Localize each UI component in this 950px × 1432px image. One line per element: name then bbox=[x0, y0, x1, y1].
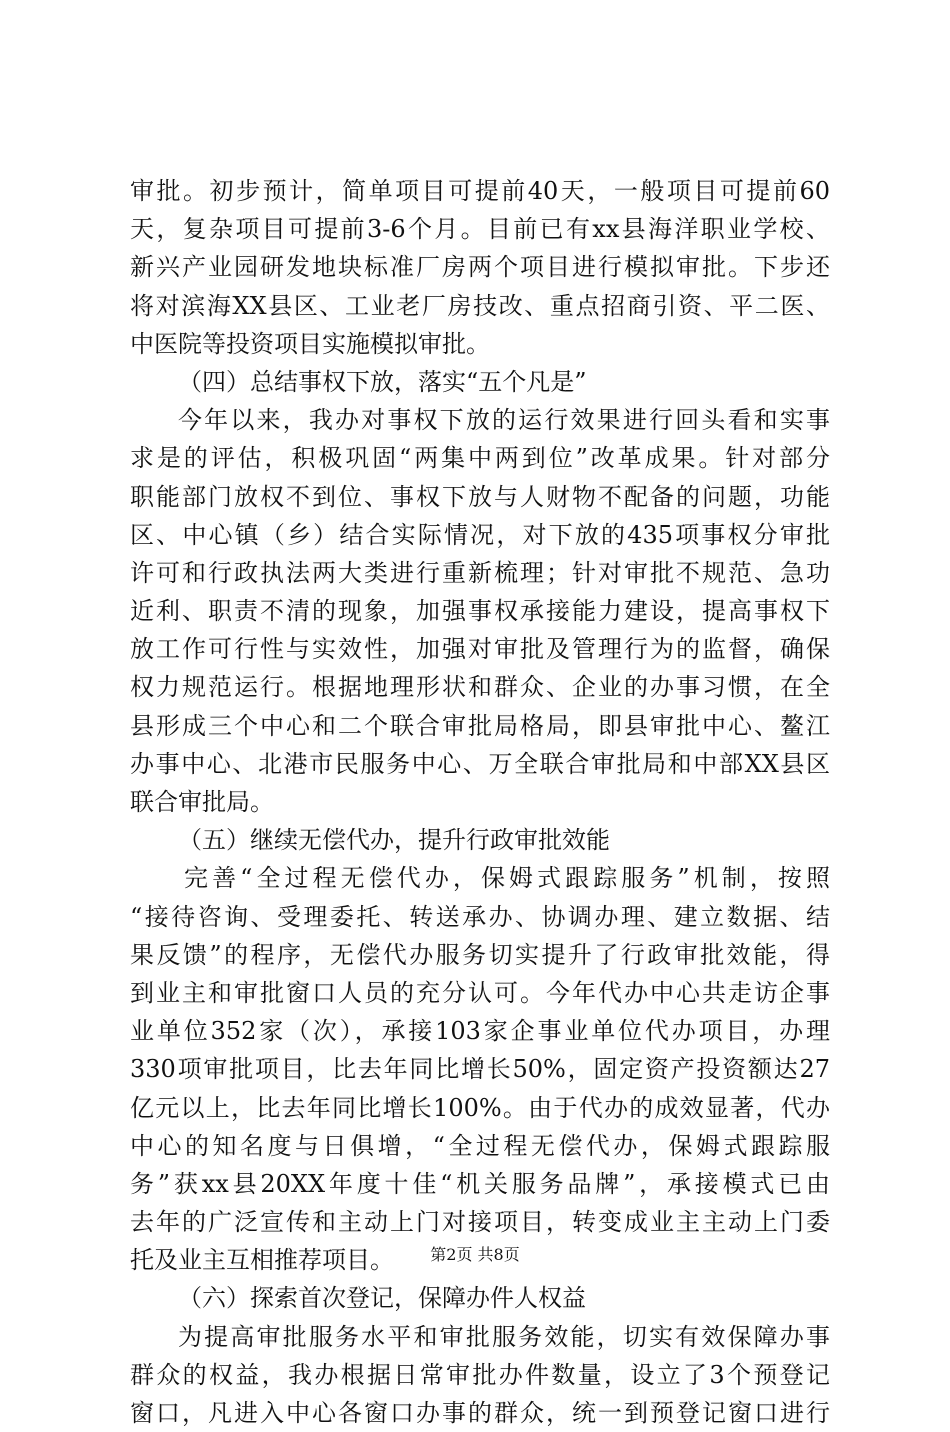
text-line: 亿元以上，比去年同比增长100%。由于代办的成效显著，代办 bbox=[130, 1093, 830, 1122]
text-line: 联合审批局。 bbox=[130, 788, 274, 816]
text-line: 完善“全过程无偿代办，保姆式跟踪服务”机制，按照 bbox=[184, 864, 830, 893]
text-line: 区、中心镇（乡）结合实际情况，对下放的435项事权分审批 bbox=[130, 520, 830, 549]
text-line: （六）探索首次登记，保障办件人权益 bbox=[178, 1284, 586, 1313]
text-line: 为提高审批服务水平和审批服务效能，切实有效保障办事 bbox=[178, 1322, 830, 1351]
text-line: 天，复杂项目可提前3-6个月。目前已有xx县海洋职业学校、 bbox=[130, 215, 830, 244]
text-line: 放工作可行性与实效性，加强对审批及管理行为的监督，确保 bbox=[130, 635, 830, 664]
text-line: 审批。初步预计，简单项目可提前40天，一般项目可提前60 bbox=[130, 177, 830, 205]
text-line: 窗口，凡进入中心各窗口办事的群众，统一到预登记窗口进行 bbox=[130, 1399, 830, 1427]
page-footer: 第2页 共8页 bbox=[430, 1245, 520, 1264]
text-line: 中医院等投资项目实施模拟审批。 bbox=[130, 329, 490, 358]
document-body bbox=[130, 172, 830, 1432]
text-line: 将对滨海XX县区、工业老厂房技改、重点招商引资、平二医、 bbox=[130, 291, 830, 320]
text-line: （五）继续无偿代办，提升行政审批效能 bbox=[178, 826, 610, 855]
text-line: 职能部门放权不到位、事权下放与人财物不配备的问题，功能 bbox=[130, 482, 830, 511]
text-line: 办事中心、北港市民服务中心、万全联合审批局和中部XX县区 bbox=[130, 749, 830, 778]
text-line: 今年以来，我办对事权下放的运行效果进行回头看和实事 bbox=[178, 406, 830, 435]
text-line: 中心的知名度与日俱增，“全过程无偿代办，保姆式跟踪服 bbox=[130, 1131, 830, 1160]
text-line: 到业主和审批窗口人员的充分认可。今年代办中心共走访企事 bbox=[130, 978, 830, 1007]
text-line: 许可和行政执法两大类进行重新梳理；针对审批不规范、急功 bbox=[130, 558, 830, 587]
text-line: 县形成三个中心和二个联合审批局格局，即县审批中心、鳌江 bbox=[130, 711, 830, 740]
text-line: 托及业主互相推荐项目。 bbox=[130, 1246, 394, 1275]
text-line: 业单位352家（次），承接103家企事业单位代办项目，办理 bbox=[130, 1017, 830, 1046]
text-line: “接待咨询、受理委托、转送承办、协调办理、建立数据、结 bbox=[130, 902, 830, 931]
text-line: 群众的权益，我办根据日常审批办件数量，设立了3个预登记 bbox=[130, 1360, 830, 1389]
text-line: 权力规范运行。根据地理形状和群众、企业的办事习惯，在全 bbox=[130, 673, 830, 702]
text-line: 务”获xx县20XX年度十佳“机关服务品牌”，承接模式已由 bbox=[130, 1169, 830, 1198]
text-line: 果反馈”的程序，无偿代办服务切实提升了行政审批效能，得 bbox=[130, 940, 830, 969]
text-line: 近利、职责不清的现象，加强事权承接能力建设，提高事权下 bbox=[130, 597, 830, 626]
text-line: （四）总结事权下放，落实“五个凡是” bbox=[178, 367, 587, 396]
text-line: 330项审批项目，比去年同比增长50%，固定资产投资额达27 bbox=[130, 1055, 830, 1084]
text-line: 求是的评估，积极巩固“两集中两到位”改革成果。针对部分 bbox=[130, 444, 830, 473]
text-line: 新兴产业园研发地块标准厂房两个项目进行模拟审批。下步还 bbox=[130, 253, 830, 282]
text-line: 去年的广泛宣传和主动上门对接项目，转变成业主主动上门委 bbox=[130, 1208, 830, 1237]
